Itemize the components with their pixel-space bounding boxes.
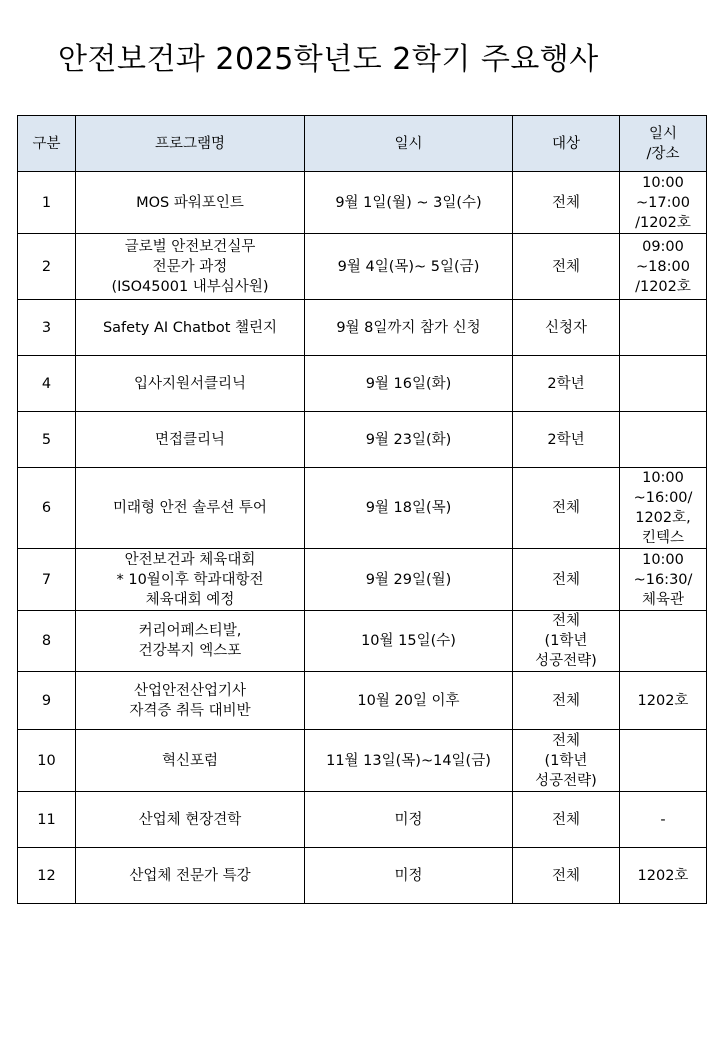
cell-time-place-line: ~16:00/ [633,490,693,506]
cell-program [76,672,305,730]
cell-program-line: 미래형 안전 솔루션 투어 [113,500,267,516]
cell-no: 4 [18,356,76,412]
cell-program [76,300,305,356]
cell-time-place [620,611,707,672]
cell-program-line: Safety AI Chatbot 챌린지 [102,319,278,336]
cell-target [513,672,620,730]
cell-time-place [620,172,707,234]
cell-program-line: 산업체 전문가 특강 [129,867,251,884]
cell-target-line: 2학년 [547,375,585,392]
cell-date: 9월 16일(화) [305,356,513,412]
cell-program-line: 글로벌 안전보건실무 [124,238,256,255]
cell-program-line: 혁신포럼 [161,752,219,769]
cell-time-place [620,792,707,848]
table-row [18,848,707,904]
cell-target-line: 전체 [551,692,580,709]
cell-date: 미정 [305,792,513,848]
cell-no: 8 [18,611,76,672]
cell-program [76,412,305,468]
cell-time-place [620,234,707,300]
cell-program-line: 면접클리닉 [154,431,226,448]
cell-target-line: 전체 [551,194,580,211]
cell-no: 3 [18,300,76,356]
cell-program-line: MOS 파워포인트 [136,194,244,211]
cell-target [513,172,620,234]
cell-target-line: 전체 [551,500,580,516]
cell-date: 9월 8일까지 참가 신청 [305,300,513,356]
cell-target-line: (1학년 [544,633,588,649]
cell-time-place-line: /1202호 [635,214,691,231]
cell-date: 9월 18일(목) [305,468,513,549]
page-title: 안전보건과 2025학년도 2학기 주요행사 [58,42,599,77]
cell-time-place [620,468,707,549]
cell-time-place-line: 10:00 [642,174,684,191]
cell-date: 미정 [305,848,513,904]
cell-time-place-line: 킨텍스 [641,530,685,546]
cell-time-place-line: 1202호, [635,510,691,526]
cell-date: 10월 20일 이후 [305,672,513,730]
events-table [17,115,707,904]
cell-program-line: * 10월이후 학과대항전 [116,571,264,588]
cell-time-place-line: 10:00 [642,551,684,568]
cell-target-line: 전체 [551,867,580,884]
header-target: 대상 [513,116,620,172]
cell-target-line: 전체 [551,571,580,588]
cell-target-line: 2학년 [547,431,585,448]
cell-target-line: 전체 [551,732,580,749]
cell-time-place-line: 체육관 [641,591,685,608]
table-row [18,412,707,468]
cell-date: 9월 1일(월) ~ 3일(수) [305,172,513,234]
header-no: 구분 [18,116,76,172]
cell-time-place [620,730,707,792]
table-body [18,172,707,904]
header-date: 일시 [305,116,513,172]
cell-program [76,549,305,611]
cell-program [76,468,305,549]
cell-program [76,234,305,300]
cell-target-line: 성공전략) [535,653,597,669]
cell-target-line: 성공전략) [535,772,597,789]
table-row [18,611,707,672]
cell-no: 6 [18,468,76,549]
cell-time-place-line: - [660,811,666,828]
cell-date: 9월 23일(화) [305,412,513,468]
cell-program-line: 산업체 현장견학 [138,811,242,828]
cell-program [76,848,305,904]
cell-program [76,792,305,848]
header-time-place-line: /장소 [646,145,680,162]
cell-program-line: 안전보건과 체육대회 [124,551,256,568]
cell-program-line: 입사지원서클리닉 [133,375,247,392]
cell-time-place-line: 1202호 [637,692,689,709]
cell-target [513,234,620,300]
table-row [18,356,707,412]
cell-date: 9월 4일(목)~ 5일(금) [305,234,513,300]
table-row [18,792,707,848]
table-header-row [18,116,707,172]
cell-target [513,848,620,904]
cell-date: 10월 15일(수) [305,611,513,672]
cell-program-line: 자격증 취득 대비반 [129,702,251,719]
table-row [18,468,707,549]
table-row [18,672,707,730]
cell-time-place-line: ~18:00 [636,258,690,275]
cell-target [513,412,620,468]
cell-no: 7 [18,549,76,611]
cell-program-line: 산업안전산업기사 [133,682,247,699]
cell-target [513,300,620,356]
cell-time-place [620,300,707,356]
cell-date: 9월 29일(월) [305,549,513,611]
table-row [18,172,707,234]
cell-target [513,356,620,412]
cell-target [513,792,620,848]
cell-time-place [620,412,707,468]
cell-target-line: 전체 [551,258,580,275]
cell-no: 11 [18,792,76,848]
cell-target [513,611,620,672]
table-row [18,300,707,356]
table-row [18,730,707,792]
cell-no: 10 [18,730,76,792]
cell-target [513,549,620,611]
cell-no: 12 [18,848,76,904]
cell-no: 1 [18,172,76,234]
cell-program-line: 건강복지 엑스포 [138,643,242,659]
header-program: 프로그램명 [76,116,305,172]
cell-program [76,172,305,234]
cell-program [76,730,305,792]
cell-time-place [620,672,707,730]
header-time-place [620,116,707,172]
cell-target-line: 전체 [551,613,580,629]
cell-time-place-line: 10:00 [642,470,684,486]
cell-target [513,730,620,792]
cell-date: 11월 13일(목)~14일(금) [305,730,513,792]
cell-program-line: 전문가 과정 [152,258,228,275]
cell-program-line: 체육대회 예정 [145,591,235,608]
cell-target [513,468,620,549]
cell-time-place [620,356,707,412]
cell-program-line: 커리어페스티발, [138,623,242,639]
cell-time-place-line: ~16:30/ [633,571,693,588]
cell-target-line: (1학년 [544,752,588,769]
cell-time-place-line: ~17:00 [636,194,690,211]
cell-no: 2 [18,234,76,300]
header-time-place-line: 일시 [648,125,677,142]
cell-no: 9 [18,672,76,730]
cell-program [76,356,305,412]
cell-time-place [620,549,707,611]
cell-program [76,611,305,672]
cell-no: 5 [18,412,76,468]
table-row [18,549,707,611]
cell-time-place-line: 09:00 [642,238,684,255]
cell-time-place-line: 1202호 [637,867,689,884]
cell-target-line: 전체 [551,811,580,828]
cell-time-place-line: /1202호 [635,278,691,295]
cell-time-place [620,848,707,904]
cell-target-line: 신청자 [544,319,588,336]
cell-program-line: (ISO45001 내부심사원) [111,278,269,295]
table-row [18,234,707,300]
